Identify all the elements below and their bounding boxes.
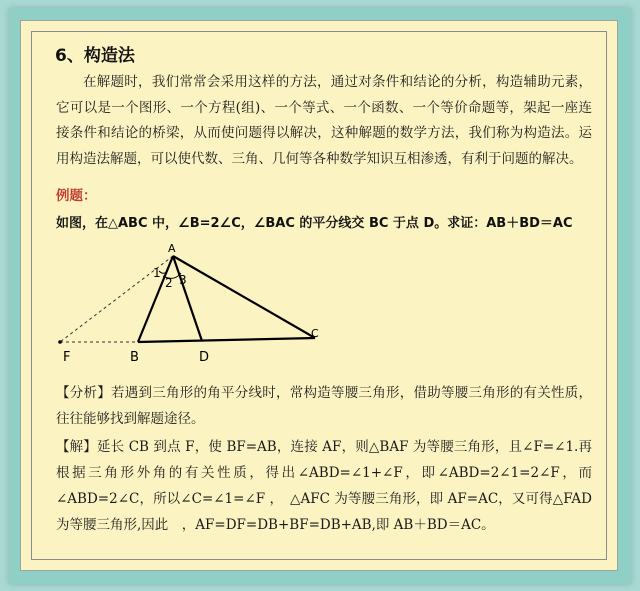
analysis-paragraph: 【分析】若遇到三角形的角平分线时，常构造等腰三角形，借助等腰三角形的有关性质，往往能够找到解题途径。 xyxy=(56,385,592,427)
example-label: 例题： xyxy=(56,188,97,204)
section-title: 6、构造法 xyxy=(55,46,135,66)
point-f-dot xyxy=(58,340,62,344)
intro-paragraph: 在解题时，我们常常会采用这样的方法，通过对条件和结论的分析，构造辅助元素，它可以是一个图形、一个方程(组)、一个等式、一个函数、一个等价命题等，架起一座连接条件和结论的桥梁，从而使问题得以解决，这种解题的数学方法，我们称为构造法。运用构造法解题，可以使代数、三角、几何等各种数学知识互相渗透，有利于问题的解决。 xyxy=(56,74,592,167)
label-b: B xyxy=(130,350,139,365)
label-c: C xyxy=(311,327,319,340)
segment-bc xyxy=(138,338,315,342)
angle-label-2: 2 xyxy=(165,276,173,290)
label-f: F xyxy=(63,350,71,365)
label-a: A xyxy=(168,242,176,255)
angle-label-1: 1 xyxy=(153,266,161,280)
segment-ad xyxy=(173,256,202,341)
segment-ac xyxy=(173,256,315,338)
label-d: D xyxy=(199,350,210,365)
problem-statement: 如图，在△ABC 中，∠B=2∠C，∠BAC 的平分线交 BC 于点 D。求证：AB＋BD＝AC xyxy=(56,216,573,231)
triangle-figure xyxy=(50,240,340,370)
solution-paragraph: 【解】延长 CB 到点 F，使 BF=AB，连接 AF，则△BAF 为等腰三角形，且∠F=∠1.再根据三角形外角的有关性质，得出∠ABD=∠1+∠F，即∠ABD=2∠1=2∠F，而∠ABD=2∠C，所以∠C=∠1=∠F ， △AFC 为等腰三角形，即 AF=AC，又可得△FAD 为等腰三角形,因此 ，AF=DF=DB+BF=DB+AB,即 AB＋BD＝AC。 xyxy=(56,439,592,533)
angle-label-3: 3 xyxy=(179,273,187,287)
